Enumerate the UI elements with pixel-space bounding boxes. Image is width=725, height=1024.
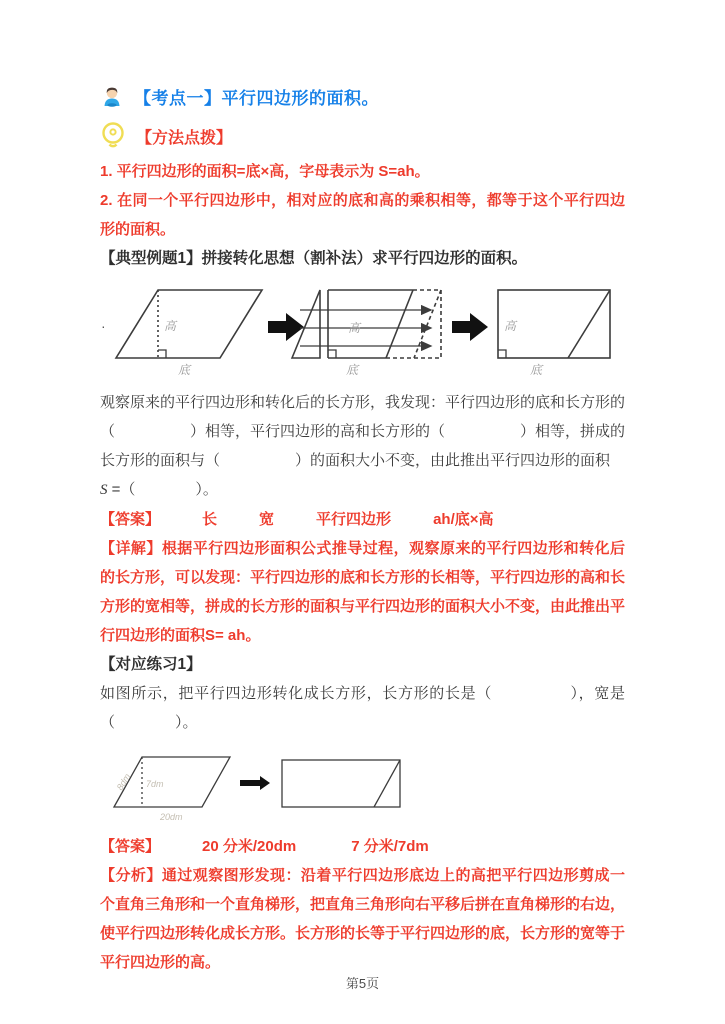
explain-text: 根据平行四边形面积公式推导过程，观察原来的平行四边形和转化后的长方形，可以发现：平行四边形的底和长方形的长相等，平行四边形的高和长方形的宽相等，拼成的长方形的面积与平行四边形的面积大小不变，由此推出平行四边形的面积S= ah。 bbox=[100, 540, 626, 644]
practice1-analysis bbox=[100, 861, 625, 977]
practice-parallelogram-diagram bbox=[102, 745, 402, 825]
answer-item: 7 分米/7dm bbox=[351, 838, 429, 855]
practice1-heading: 【对应练习1】 bbox=[100, 656, 202, 673]
answer-item: ah/底×高 bbox=[433, 511, 494, 528]
right-block-arrow-1 bbox=[268, 313, 304, 341]
base-label-3: 底 bbox=[530, 363, 543, 377]
practice1-figure bbox=[102, 745, 625, 830]
height-label-2: 高 bbox=[348, 321, 361, 335]
height-label-1: 高 bbox=[164, 319, 177, 333]
example1-heading: 【典型例题1】拼接转化思想（割补法）求平行四边形的面积。 bbox=[100, 250, 528, 267]
example1-explanation bbox=[100, 534, 625, 650]
answer-item: 20 分米/20dm bbox=[202, 838, 297, 855]
method-point-1: 1. 平行四边形的面积=底×高，字母表示为 S=ah。 bbox=[100, 163, 430, 180]
s-blank: =（ ）。 bbox=[107, 481, 218, 498]
height-value-label: 7dm bbox=[146, 779, 164, 789]
analysis-text: 通过观察图形发现：沿着平行四边形底边上的高把平行四边形剪成一个直角三角形和一个直角梯形，把直角三角形向右平移后拼在直角梯形的右边，使平行四边形转化成长方形。长方形的长等于平行四边形的底，长方形的宽等于平行四边形的高。 bbox=[100, 867, 626, 971]
answer-label: 【答案】 bbox=[100, 838, 161, 855]
base-label-1: 底 bbox=[178, 363, 191, 377]
section-header bbox=[100, 84, 625, 109]
answer-item: 平行四边形 bbox=[316, 511, 392, 528]
practice1-question: 如图所示，把平行四边形转化成长方形，长方形的长是（ ），宽是（ ）。 bbox=[100, 685, 625, 731]
s-symbol: S bbox=[100, 482, 108, 498]
base-label-2: 底 bbox=[346, 363, 359, 377]
answer-item: 长 bbox=[202, 511, 218, 528]
base-value-label: 20dm bbox=[160, 812, 183, 822]
method-point-2: 2. 在同一个平行四边形中，相对应的底和高的乘积相等，都等于这个平行四边形的面积。 bbox=[100, 192, 625, 238]
example1-figure bbox=[101, 280, 625, 385]
explain-label: 【详解】 bbox=[100, 540, 162, 557]
method-heading: 【方法点拨】 bbox=[136, 129, 233, 147]
slant-side-label: 8dm bbox=[114, 771, 133, 792]
right-block-arrow-2 bbox=[452, 313, 488, 341]
lightbulb-icon bbox=[100, 121, 126, 151]
figure-bullet: · bbox=[101, 318, 106, 334]
student-avatar-icon bbox=[100, 85, 124, 109]
method-header bbox=[100, 121, 625, 151]
example1-answer-row bbox=[100, 505, 625, 534]
analysis-label: 【分析】 bbox=[100, 867, 162, 884]
section-title: 【考点一】平行四边形的面积。 bbox=[134, 89, 379, 108]
height-label-3: 高 bbox=[504, 319, 517, 333]
parallelogram-transform-diagram bbox=[108, 280, 618, 380]
right-arrow bbox=[240, 776, 270, 790]
example1-question: 观察原来的平行四边形和转化后的长方形，我发现：平行四边形的底和长方形的（ ）相等，平行四边形的高和长方形的（ ）相等，拼成的长方形的面积与（ ）的面积大小不变，由此推出平行四边形的面积 bbox=[100, 394, 626, 469]
answer-label: 【答案】 bbox=[100, 511, 161, 528]
page-number: 第5页 bbox=[345, 976, 380, 991]
practice1-answer-row bbox=[100, 832, 625, 861]
answer-item: 宽 bbox=[259, 511, 275, 528]
example1-formula-line bbox=[100, 475, 625, 505]
